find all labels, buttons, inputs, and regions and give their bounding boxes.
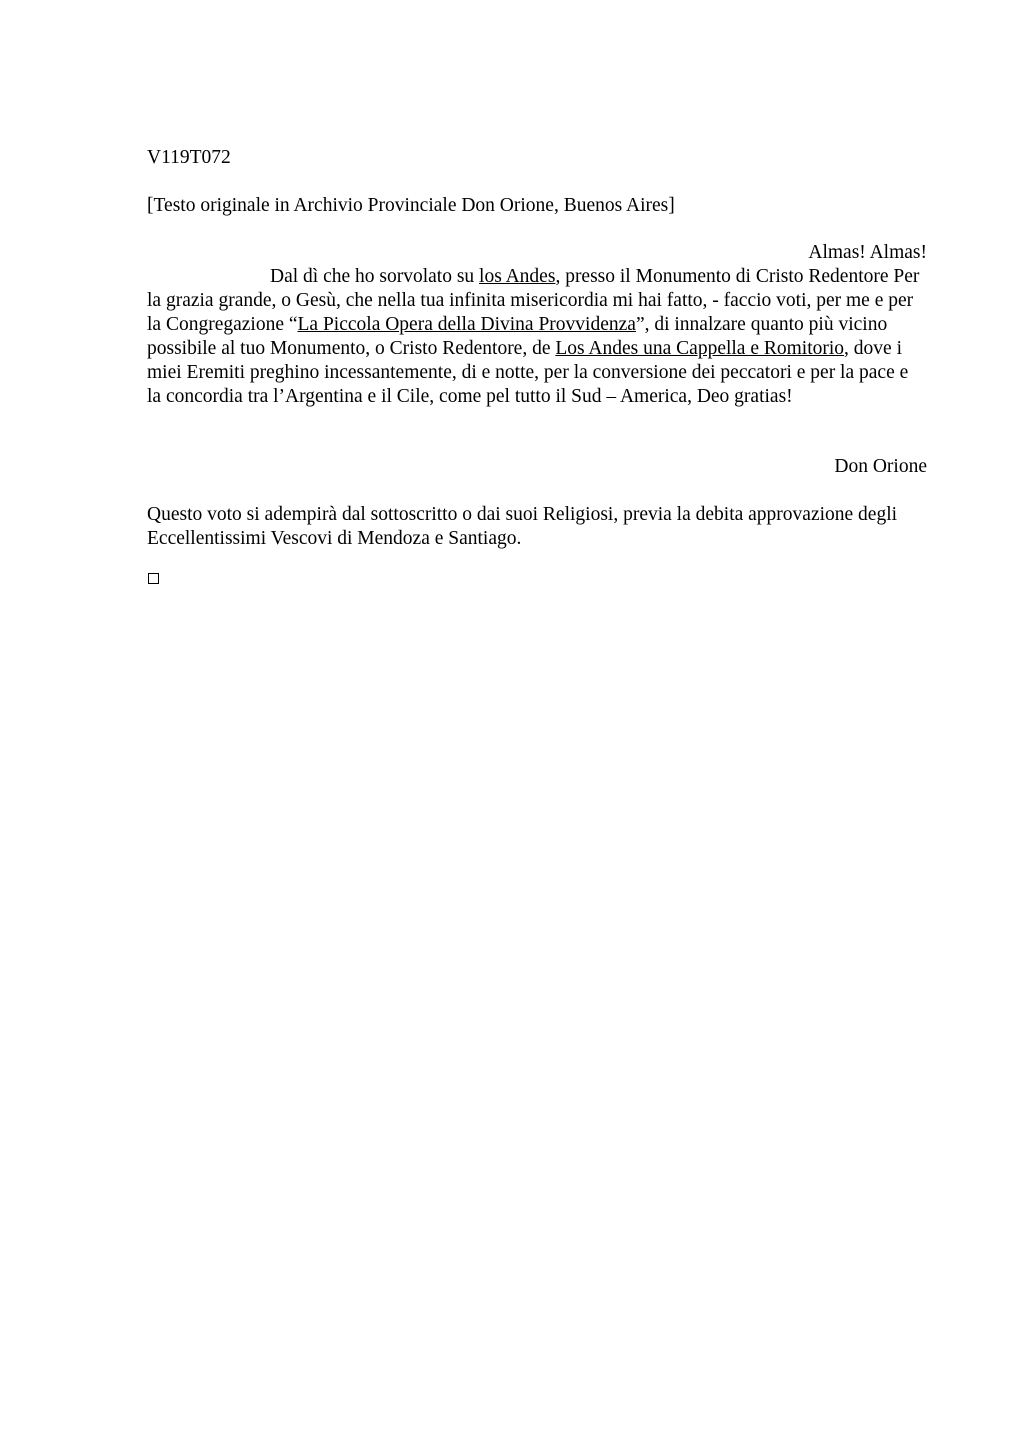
vow-text-part-4: , dove i miei Eremiti preghino incessantemente, di e notte, per la conversione dei peccatori e per la pace e la concordia tra l’Argentina e il Cile, come pel tutto il Sud – America, Deo gratias! (147, 338, 909, 407)
underlined-congregation-name: La Piccola Opera della Divina Provvidenza (297, 314, 636, 335)
document-code: V119T072 (147, 147, 231, 168)
vow-text-part-1: Dal dì che ho sorvolato su (270, 266, 480, 287)
source-note: [Testo originale in Archivio Provinciale Don Orione, Buenos Aires] (147, 195, 675, 216)
vow-text-part-3: ”, di innalzare quanto più vicino possibile al tuo Monumento, o Cristo Redentore, de (147, 314, 888, 359)
underlined-chapel-hermitage: Los Andes una Cappella e Romitorio (555, 338, 845, 359)
underlined-los-andes: los Andes (479, 266, 556, 287)
vow-paragraph (147, 265, 927, 409)
checkbox-square-icon (148, 573, 159, 584)
signature: Don Orione (834, 456, 927, 477)
closing-note: Questo voto si adempirà dal sottoscritto o dai suoi Religiosi, previa la debita approvazione degli Eccellentissimi Vescovi di Mendoza e Santiago. (147, 504, 898, 549)
exclamation-line: Almas! Almas! (808, 242, 927, 263)
vow-text-part-2: , presso il Monumento di Cristo Redentore Per la grazia grande, o Gesù, che nella tua infinita misericordia mi hai fatto, - faccio voti, per me e per la Congregazione “ (147, 266, 920, 335)
